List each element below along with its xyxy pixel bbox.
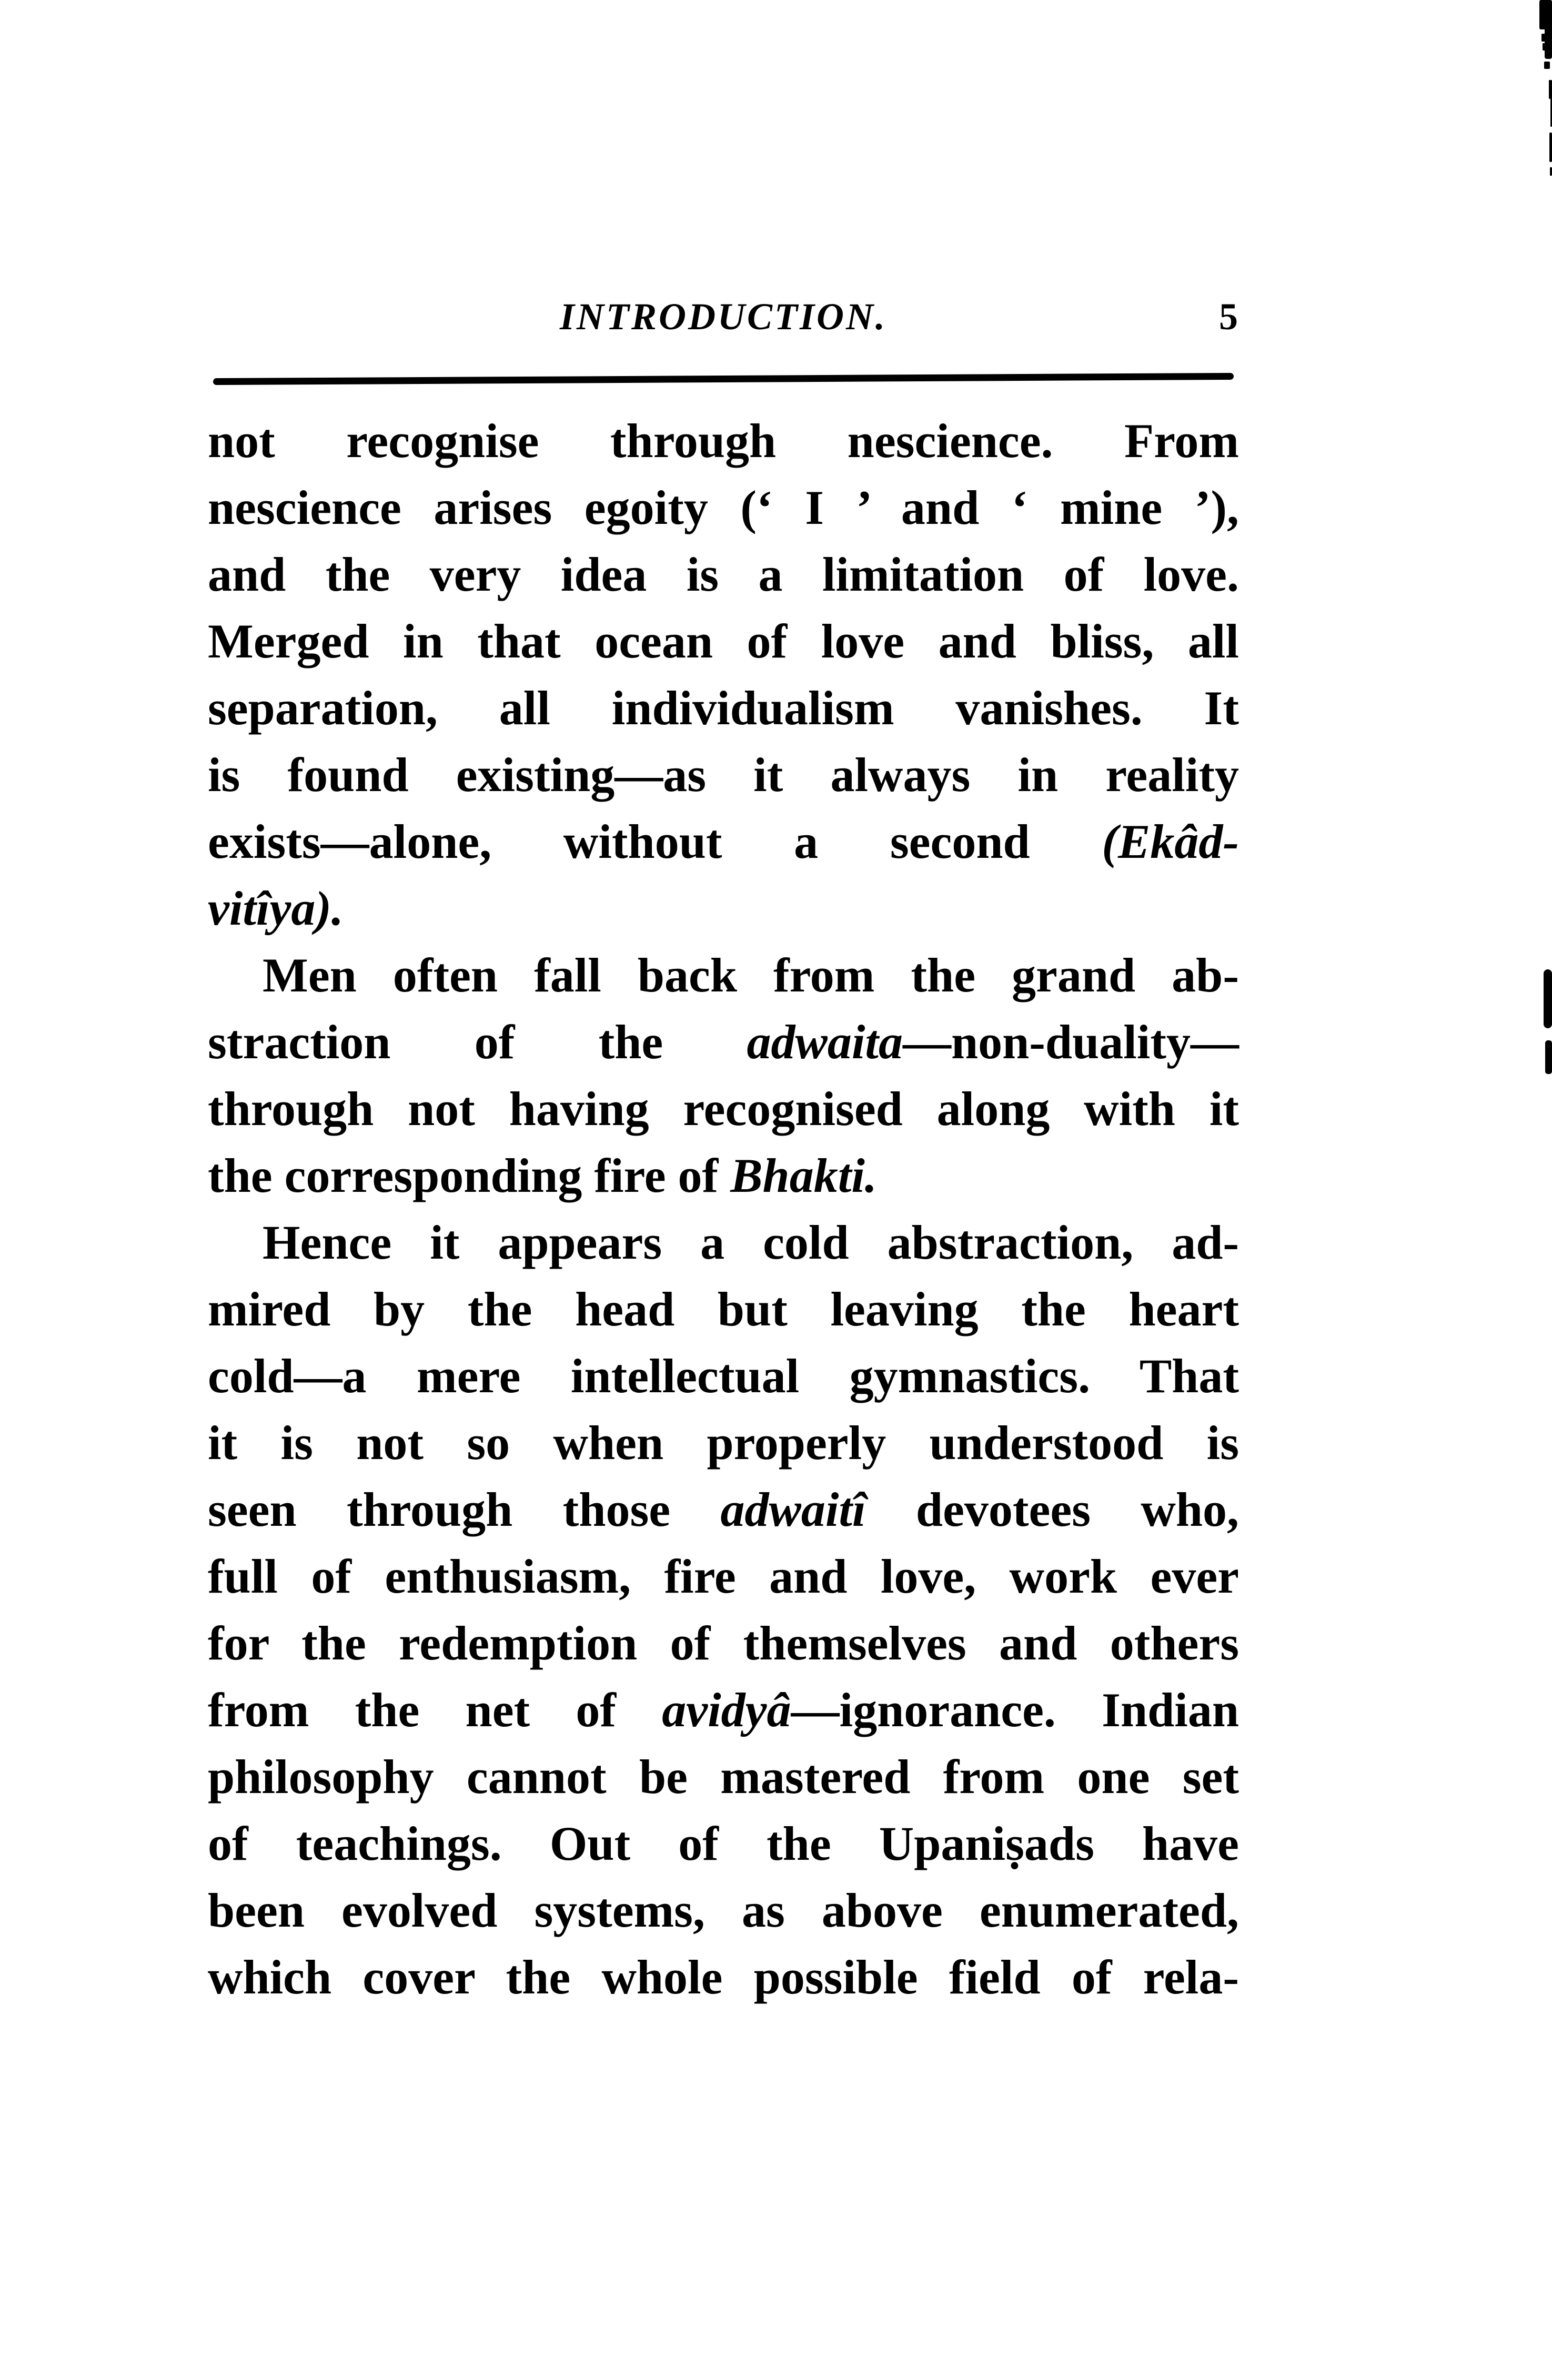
scan-artifact <box>1545 26 1552 59</box>
text-line <box>208 808 1239 875</box>
text-line <box>208 408 1239 474</box>
italic-term: adwaitî <box>720 1483 866 1536</box>
text-line <box>208 1209 1239 1276</box>
text-segment: been evolved systems, as above enumerated, <box>208 1883 1239 1937</box>
text-line <box>208 675 1239 742</box>
italic-term: (Ekâd- <box>1102 815 1239 868</box>
text-line <box>208 1343 1239 1410</box>
scan-artifact <box>1541 34 1548 42</box>
text-line <box>208 1944 1239 2011</box>
text-segment: the corresponding fire of <box>208 1149 731 1202</box>
text-line <box>208 1543 1239 1610</box>
scan-artifact <box>1543 43 1549 50</box>
scan-artifact <box>1550 167 1552 176</box>
text-segment: for the redemption of themselves and others <box>208 1616 1239 1670</box>
text-segment: from the net of <box>208 1683 662 1737</box>
text-segment: of teachings. Out of the Upaniṣads have <box>208 1817 1239 1870</box>
text-segment: Men often fall back from the grand ab- <box>263 948 1239 1002</box>
text-line <box>208 1677 1239 1744</box>
text-line <box>208 1076 1239 1142</box>
text-segment: and the very idea is a limitation of love. <box>208 548 1239 601</box>
text-line <box>208 1410 1239 1476</box>
text-line <box>208 1276 1239 1343</box>
text-line <box>208 1009 1239 1076</box>
text-line <box>208 875 1239 942</box>
italic-term: Bhakti. <box>730 1149 877 1202</box>
text-segment: Hence it appears a cold abstraction, ad- <box>263 1216 1239 1269</box>
text-line <box>208 608 1239 675</box>
scan-artifact <box>1544 969 1552 1028</box>
text-line <box>208 942 1239 1009</box>
body-text <box>208 408 1239 2011</box>
text-line <box>208 1142 1239 1209</box>
text-line <box>208 474 1239 541</box>
header-divider-rule <box>213 373 1234 385</box>
scan-artifact <box>1549 133 1552 162</box>
text-segment: separation, all individualism vanishes. It <box>208 681 1239 735</box>
scan-artifact <box>1544 62 1550 69</box>
scan-artifact <box>1545 1040 1552 1074</box>
text-line <box>208 1610 1239 1677</box>
text-segment: devotees who, <box>865 1483 1239 1536</box>
text-segment: not recognise through nescience. From <box>208 414 1239 468</box>
text-segment: nescience arises egoity (‘ I ’ and ‘ mine ’), <box>208 481 1239 534</box>
text-line <box>208 1810 1239 1877</box>
text-line <box>208 1744 1239 1810</box>
text-segment: which cover the whole possible field of rela- <box>208 1950 1239 2004</box>
page-title: INTRODUCTION. <box>559 296 888 338</box>
page-header <box>208 290 1239 348</box>
text-line <box>208 1877 1239 1944</box>
text-segment: full of enthusiasm, fire and love, work ever <box>208 1549 1239 1603</box>
text-segment: —non-duality— <box>902 1015 1239 1069</box>
text-line <box>208 742 1239 808</box>
text-segment: —ignorance. Indian <box>791 1683 1239 1737</box>
text-segment: through not having recognised along with it <box>208 1082 1239 1136</box>
text-segment: is found existing—as it always in reality <box>208 748 1239 802</box>
text-line <box>208 1476 1239 1543</box>
text-segment: philosophy cannot be mastered from one set <box>208 1750 1239 1804</box>
italic-term: avidyâ <box>662 1683 791 1737</box>
scan-artifact <box>1549 80 1552 99</box>
italic-term: vitîya). <box>208 882 344 935</box>
text-segment: Merged in that ocean of love and bliss, all <box>208 614 1239 668</box>
text-segment: mired by the head but leaving the heart <box>208 1282 1239 1336</box>
text-segment: exists—alone, without a second <box>208 815 1102 868</box>
scan-artifact <box>1539 0 1552 29</box>
text-segment: cold—a mere intellectual gymnastics. That <box>208 1349 1239 1403</box>
text-segment: it is not so when properly understood is <box>208 1416 1239 1470</box>
text-line <box>208 541 1239 608</box>
text-segment: seen through those <box>208 1483 721 1536</box>
italic-term: adwaita <box>747 1015 903 1069</box>
page-number: 5 <box>1219 296 1238 338</box>
text-segment: straction of the <box>208 1015 747 1069</box>
